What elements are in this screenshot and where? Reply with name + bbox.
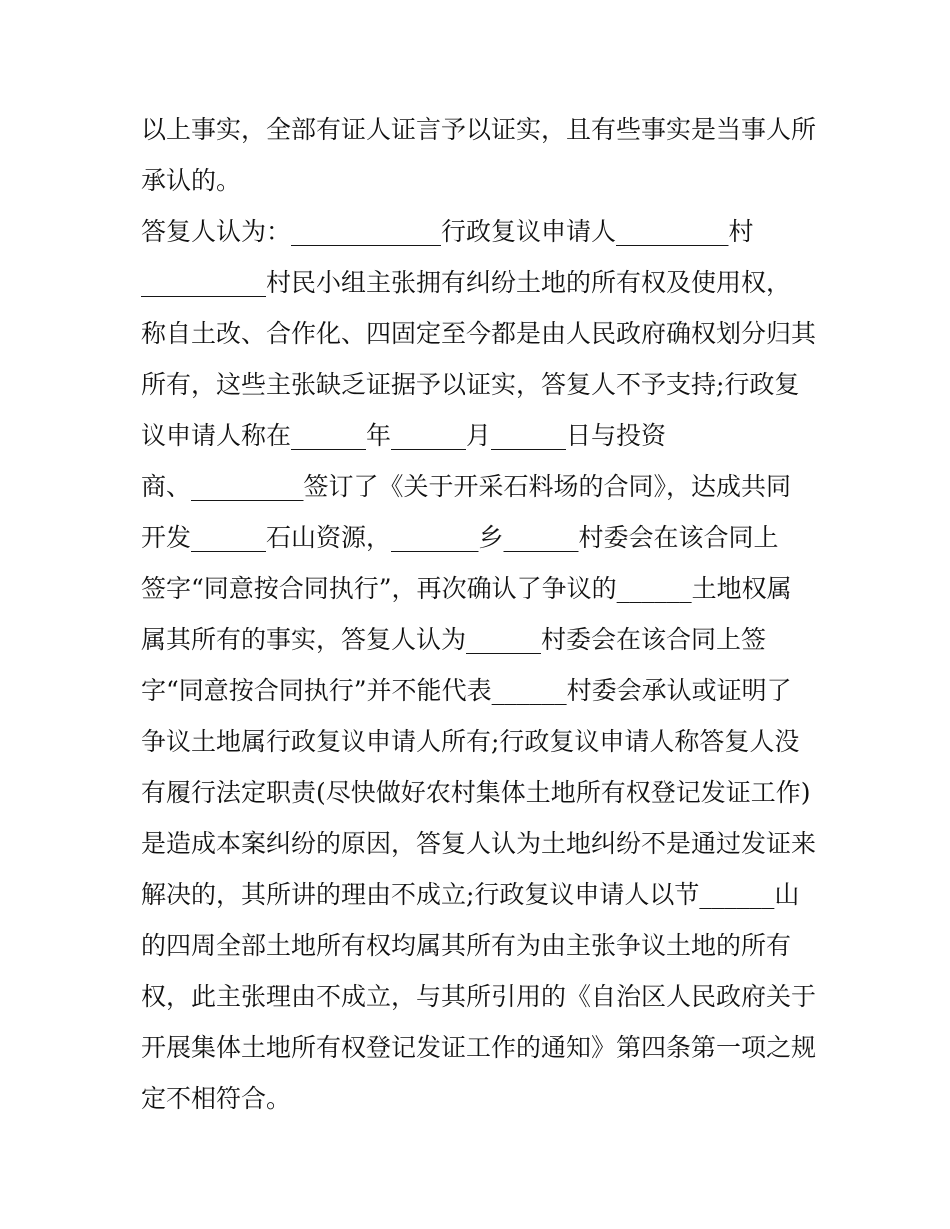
text-line: 所有，这些主张缺乏证据予以证实，答复人不予支持;行政复 — [141, 370, 800, 399]
text-line: 开展集体土地所有权登记发证工作的通知》第四条第一项之规 — [141, 1033, 817, 1062]
text-line: 开发______石山资源，_______乡______村委会在该合同上 — [141, 523, 779, 552]
text-line: 商、_________签订了《关于开采石料场的合同》，达成共同 — [141, 472, 792, 501]
text-line: 定不相符合。 — [141, 1084, 292, 1113]
text-line: 签字“同意按合同执行”，再次确认了争议的______土地权属 — [141, 574, 792, 603]
text-line: 称自土改、合作化、四固定至今都是由人民政府确权划分归其 — [141, 319, 817, 348]
text-line: 解决的，其所讲的理由不成立;行政复议申请人以节______山 — [141, 880, 800, 909]
text-line: 争议土地属行政复议申请人所有;行政复议申请人称答复人没 — [141, 727, 800, 756]
text-line: 答复人认为：____________行政复议申请人_________村 — [141, 217, 754, 246]
text-line: 有履行法定职责(尽快做好农村集体土地所有权登记发证工作) — [141, 778, 811, 807]
text-line: __________村民小组主张拥有纠纷土地的所有权及使用权， — [141, 268, 792, 297]
text-line: 承认的。 — [141, 166, 242, 195]
text-line: 的四周全部土地所有权均属其所有为由主张争议土地的所有 — [141, 931, 792, 960]
text-line: 字“同意按合同执行”并不能代表______村委会承认或证明了 — [141, 676, 792, 705]
document-body — [141, 108, 821, 1128]
text-line: 权，此主张理由不成立，与其所引用的《自治区人民政府关于 — [141, 982, 817, 1011]
text-line: 是造成本案纠纷的原因，答复人认为土地纠纷不是通过发证来 — [141, 829, 817, 858]
text-line: 以上事实，全部有证人证言予以证实，且有些事实是当事人所 — [141, 115, 817, 144]
text-line: 属其所有的事实，答复人认为______村委会在该合同上签 — [141, 625, 767, 654]
text-line: 议申请人称在______年______月______日与投资 — [141, 421, 667, 450]
